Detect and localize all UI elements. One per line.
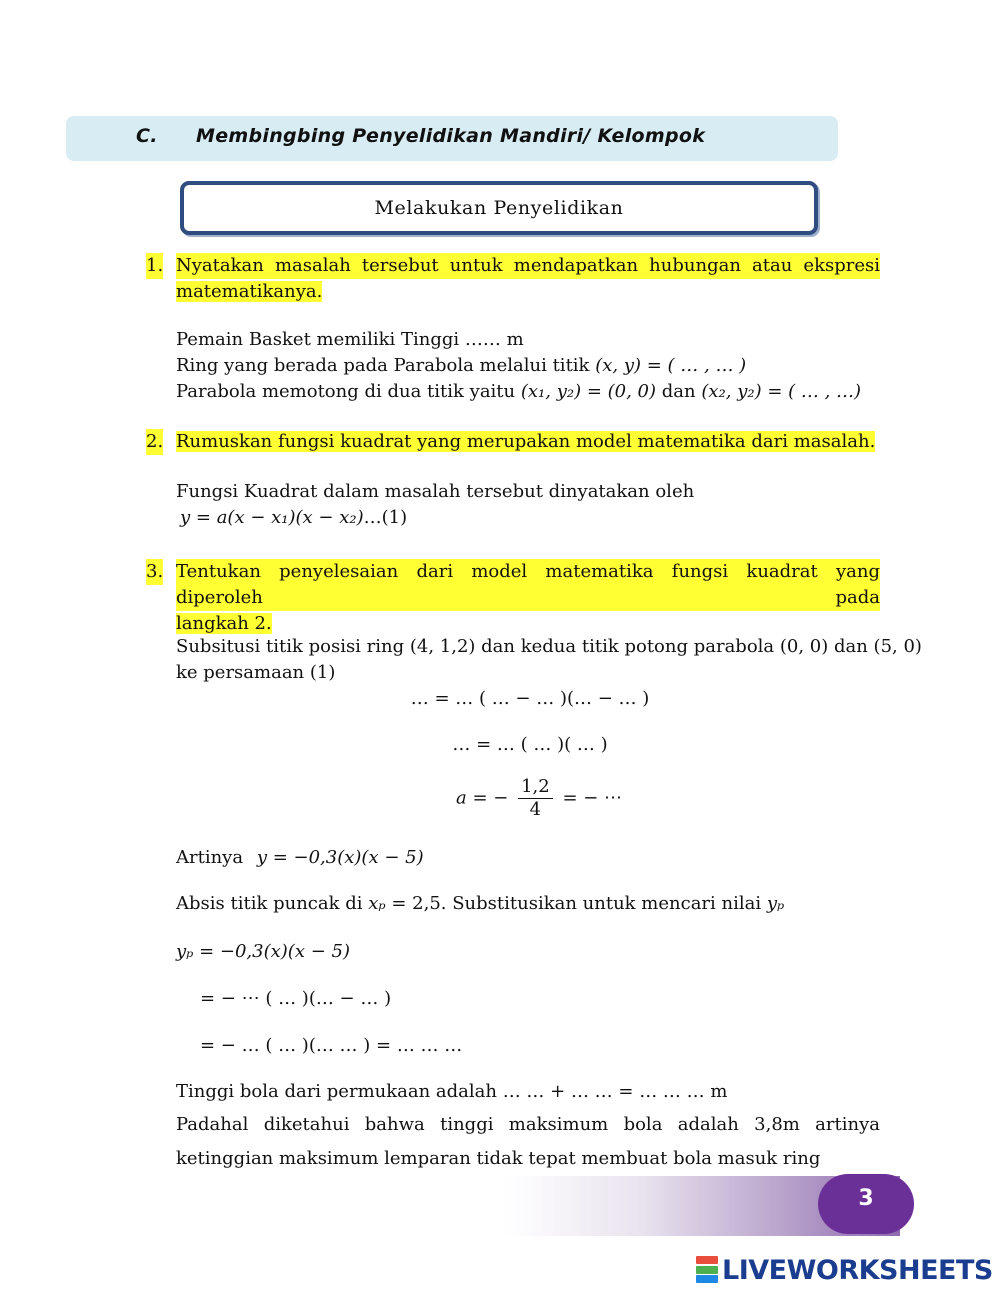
q1-text	[176, 253, 880, 305]
investigation-title-box	[180, 181, 818, 235]
q1-body-line3	[176, 379, 861, 405]
absis-line	[176, 891, 784, 917]
eq3-left: a = −	[456, 787, 509, 809]
section-header	[66, 116, 838, 161]
q1-and: dan	[661, 381, 696, 402]
q1-intersect-1: (x₁, y₂) = (0, 0)	[520, 381, 657, 402]
page-number: 3	[858, 1186, 874, 1211]
q1-body-line1: Pemain Basket memiliki Tinggi …… m	[176, 329, 524, 350]
q3-text	[176, 559, 880, 637]
q3-intro-line1: Subsitusi titik posisi ring (4, 1,2) dan kedua titik potong parabola (0, 0) dan (5, 0)	[176, 636, 922, 657]
tinggi-line: Tinggi bola dari permukaan adalah … … + … … = … … … m	[176, 1081, 728, 1102]
q1-body-line2-text: Ring yang berada pada Parabola melalui titik	[176, 355, 590, 376]
q3-line2: langkah 2.	[176, 613, 272, 634]
equation-3	[456, 776, 622, 821]
q3-intro-line2: ke persamaan (1)	[176, 662, 336, 683]
q2-body	[176, 479, 694, 531]
investigation-title: Melakukan Penyelidikan	[374, 197, 624, 219]
artinya-formula: y = −0,3(x)(x − 5)	[256, 847, 424, 868]
absis-text1: Absis titik puncak di	[176, 893, 363, 914]
artinya-label: Artinya	[176, 847, 244, 868]
q2-formula-tag: …(1)	[363, 507, 408, 528]
q3-number: 3.	[146, 559, 163, 585]
q1-body-line2	[176, 353, 861, 379]
q2-text	[176, 429, 880, 455]
liveworksheets-brand	[696, 1254, 993, 1286]
eq3-right: = − ⋯	[562, 787, 623, 809]
q2-body-line1: Fungsi Kuadrat dalam masalah tersebut dinyatakan oleh	[176, 481, 695, 502]
q1-intersect-2: (x₂, y₂) = ( … , …)	[701, 381, 862, 402]
q1-ring-point: (x, y) = ( … , … )	[595, 355, 747, 376]
padahal-paragraph: Padahal diketahui bahwa tinggi maksimum bola adalah 3,8m artinya ketinggian maksimum lemparan tidak tepat membuat bola masuk ring	[176, 1114, 880, 1169]
absis-text2: = 2,5. Substitusikan untuk mencari nilai	[391, 893, 762, 914]
q2-formula: y = a(x − x₁)(x − x₂)	[180, 507, 364, 528]
eq3-fraction	[518, 776, 553, 821]
equation-2: … = … ( … )( … )	[452, 734, 608, 755]
section-title: Membingbing Penyelidikan Mandiri/ Kelompok	[196, 125, 706, 147]
q2-number: 2.	[146, 429, 163, 455]
brand-name: LIVEWORKSHEETS	[722, 1254, 993, 1286]
artinya-line	[176, 845, 424, 871]
q3-line1: Tentukan penyelesaian dari model matematika fungsi kuadrat yang diperoleh pada	[176, 559, 880, 611]
q1-line1: Nyatakan masalah tersebut untuk mendapatkan hubungan atau ekspresi	[176, 253, 880, 279]
equation-1: … = … ( … − … )(… − … )	[410, 688, 650, 709]
q2-line1: Rumuskan fungsi kuadrat yang merupakan model matematika dari masalah.	[176, 431, 876, 452]
yp-line1: yₚ = −0,3(x)(x − 5)	[176, 941, 350, 962]
q1-body-line3-text: Parabola memotong di dua titik yaitu	[176, 381, 516, 402]
section-letter: C.	[136, 125, 158, 147]
eq3-numerator: 1,2	[518, 776, 553, 799]
page-number-badge	[818, 1174, 914, 1234]
absis-xp: xₚ	[368, 893, 386, 914]
liveworksheets-logo-icon	[696, 1256, 718, 1284]
q1-number: 1.	[146, 253, 163, 279]
eq3-denominator: 4	[529, 799, 542, 820]
q3-body-intro	[176, 634, 922, 686]
yp-line3: = − … ( … )(… … ) = … … …	[200, 1035, 463, 1056]
q1-body	[176, 327, 861, 405]
yp-line2: = − ⋯ ( … )(… − … )	[200, 988, 392, 1009]
q2-body-line2	[176, 505, 694, 531]
absis-yp: yₚ	[766, 893, 785, 914]
q1-line2: matematikanya.	[176, 281, 323, 302]
